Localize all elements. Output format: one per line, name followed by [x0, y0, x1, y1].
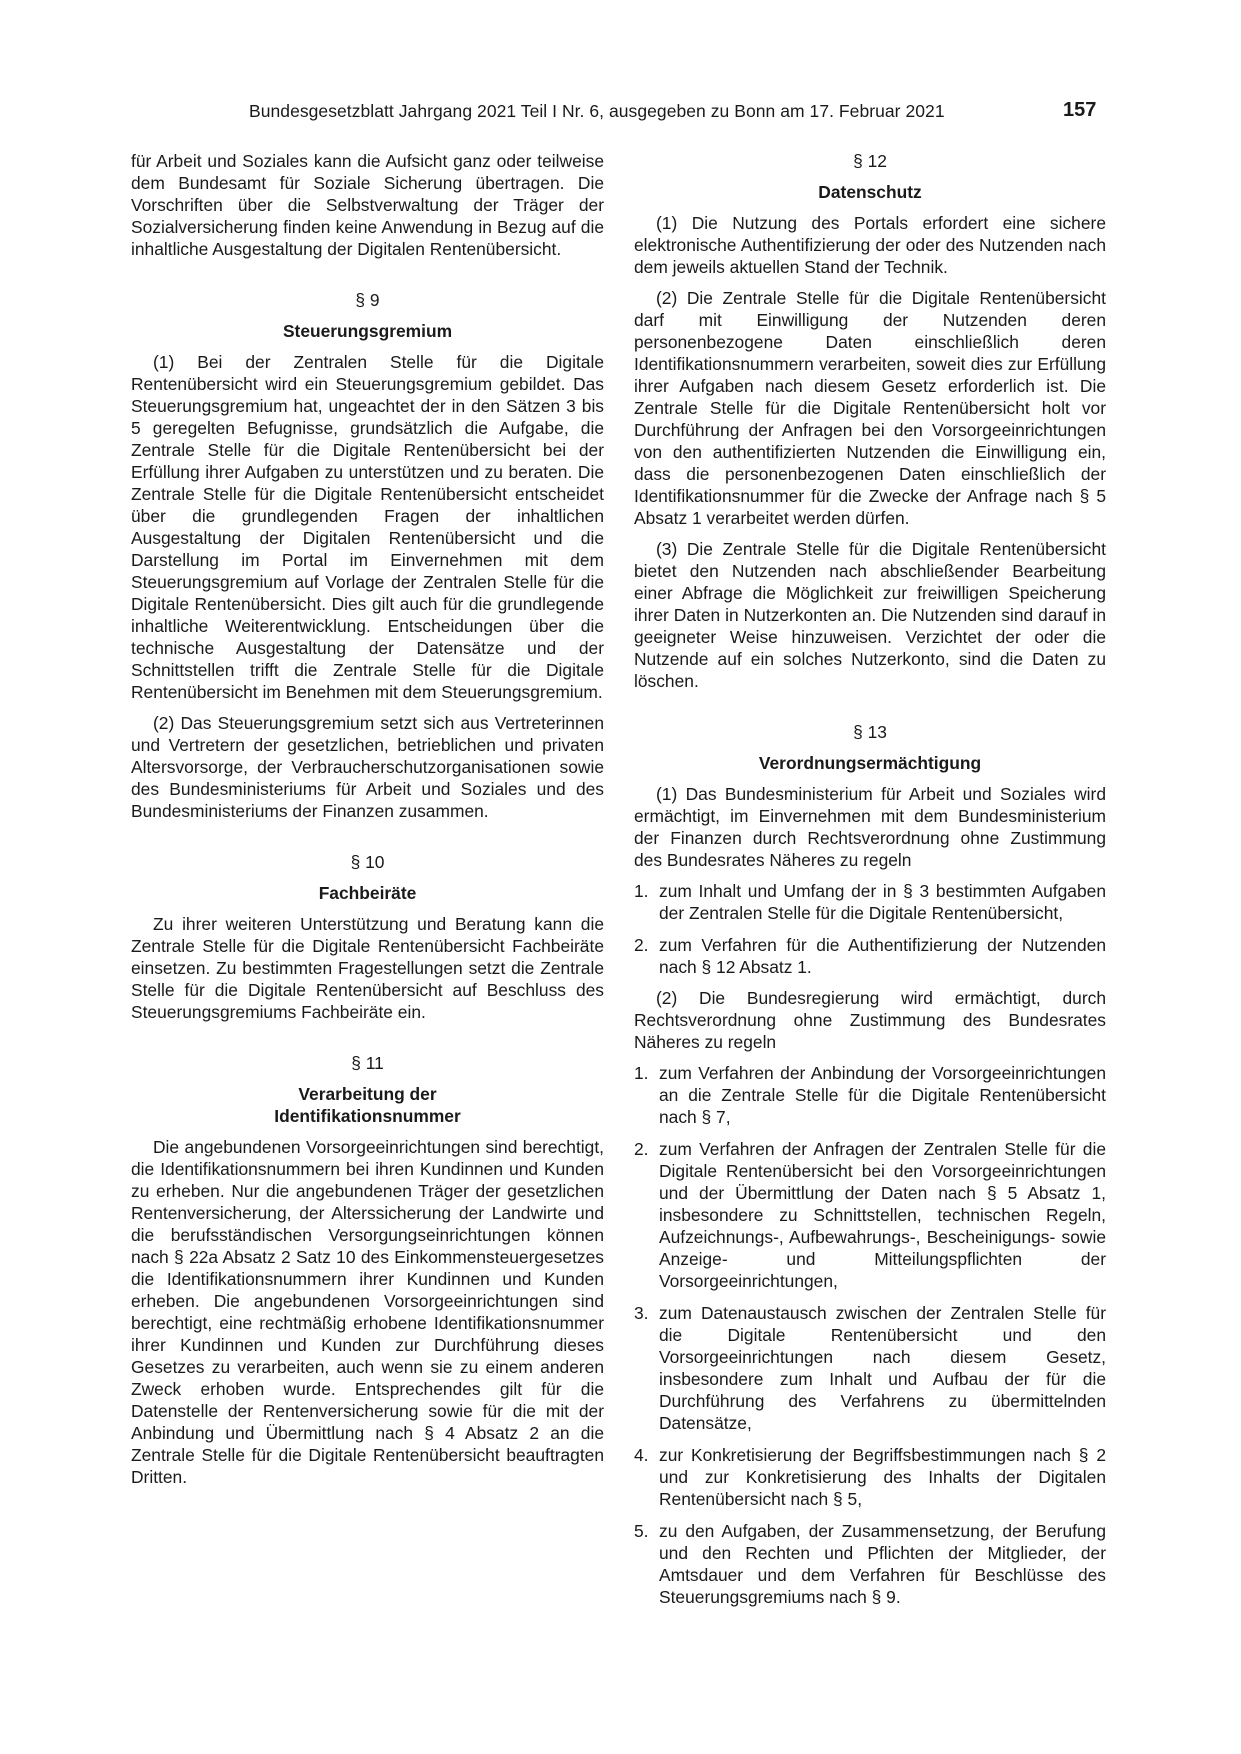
list-item	[634, 880, 1106, 924]
section-number: § 10	[350, 852, 385, 872]
list-text: zur Konkretisierung der Begriffsbestimmungen nach § 2 und zur Konkretisierung des Inhalts der Digitalen Rentenübersicht nach § 5,	[659, 1445, 1106, 1509]
section-11	[131, 1052, 604, 1488]
page-number: 157	[1063, 99, 1097, 121]
paragraph: (1) Die Nutzung des Portals erfordert eine sichere elektronische Authentifizierung der oder des Nutzenden nach dem jeweils aktuellen Stand der Technik.	[634, 213, 1106, 277]
paragraph: Die angebundenen Vorsorgeeinrichtungen sind berechtigt, die Identifikationsnummern bei ihren Kundinnen und Kunden zu erheben. Nur die angebundenen Träger der gesetzlichen Rentenversicherung, der Alterssicherung der Landwirte und die berufsständischen Versorgungseinrichtungen können nach § 22a Absatz 2 Satz 10 des Einkommensteuergesetzes die Identifikationsnummern ihrer Kundinnen und Kunden erheben. Die angebundenen Vorsorgeeinrichtungen sind berechtigt, eine rechtmäßig erhobene Identifikationsnummer ihrer Kundinnen und Kunden zur Durchführung dieses Gesetzes zu verarbeiten, auch wenn sie zu einem anderen Zweck erhoben wurde. Entsprechendes gilt für die Datenstelle der Rentenversicherung sowie für die mit der Anbindung und Übermittlung nach § 4 Absatz 2 an die Zentrale Stelle für die Digitale Rentenübersicht beauftragten Dritten.	[131, 1137, 604, 1487]
list-number: 2.	[634, 935, 649, 955]
section-number: § 9	[355, 290, 380, 310]
list-item	[634, 1302, 1106, 1434]
section-number: § 11	[351, 1053, 384, 1073]
list-number: 5.	[634, 1521, 649, 1541]
section-title: Verordnungsermächtigung	[758, 753, 982, 773]
list-text: zu den Aufgaben, der Zusammensetzung, der Berufung und den Rechten und Pflichten der Mitglieder, der Amtsdauer und dem Verfahren für Beschlüsse des Steuerungsgremiums nach § 9.	[659, 1521, 1106, 1607]
list-text: zum Datenaustausch zwischen der Zentralen Stelle für die Digitale Rentenübersicht und den Vorsorgeeinrichtungen nach diesem Gesetz, insbesondere zum Inhalt und Aufbau der für die Durchführung des Verfahrens zu übermittelnden Datensätze,	[659, 1303, 1106, 1433]
section-number: § 12	[853, 151, 887, 171]
list-text: zum Verfahren der Anfragen der Zentralen Stelle für die Digitale Rentenübersicht bei den Vorsorgeeinrichtungen und der Übermittlung der Daten nach § 5 Absatz 1, insbesondere zu Schnittstellen, technischen Regeln, Aufzeichnungs-, Aufbewahrungs-, Bescheinigungs- sowie Anzeige- und Mitteilungspflichten der Vorsorgeeinrichtungen,	[659, 1139, 1106, 1291]
list-number: 1.	[634, 881, 649, 901]
section-title: Datenschutz	[818, 182, 922, 202]
section-9	[131, 289, 604, 822]
left-column	[131, 150, 604, 1488]
list-item	[634, 934, 1106, 978]
paragraph: Zu ihrer weiteren Unterstützung und Beratung kann die Zentrale Stelle für die Digitale Rentenübersicht Fachbeiräte einsetzen. Zu bestimmten Fragestellungen setzt die Zentrale Stelle für die Digitale Rentenübersicht auf Beschluss des Steuerungsgremiums Fachbeiräte ein.	[131, 914, 604, 1022]
list-item	[634, 1062, 1106, 1128]
list-number: 1.	[634, 1063, 649, 1083]
list-text: zum Inhalt und Umfang der in § 3 bestimmten Aufgaben der Zentralen Stelle für die Digitale Rentenübersicht,	[659, 881, 1106, 923]
section-10	[131, 851, 604, 1023]
section-title: Fachbeiräte	[318, 883, 417, 903]
section-title-line-1: Verarbeitung der	[298, 1084, 437, 1104]
paragraph-continuation: für Arbeit und Soziales kann die Aufsicht ganz oder teilweise dem Bundesamt für Soziale Sicherung übertragen. Die Vorschriften über die Selbstverwaltung der Träger der Sozialversicherung finden keine Anwendung in Bezug auf die inhaltliche Ausgestaltung der Digitalen Rentenübersicht.	[131, 151, 604, 259]
list-item	[634, 1444, 1106, 1510]
numbered-list	[634, 1062, 1106, 1608]
paragraph: (2) Die Zentrale Stelle für die Digitale Rentenübersicht darf mit Einwilligung der Nutzenden deren personenbezogene Daten einschließlich deren Identifikationsnummern verarbeiten, soweit dies zur Erfüllung ihrer Aufgaben nach diesem Gesetz erforderlich ist. Die Zentrale Stelle für die Digitale Rentenübersicht holt vor Durchführung der Anfragen bei den Vorsorgeeinrichtungen von den authentifizierten Nutzenden die Einwilligung ein, dass die personenbezogenen Daten einschließlich der Identifikationsnummer für die Zwecke der Anfrage nach § 5 Absatz 1 verarbeitet werden dürfen.	[634, 288, 1106, 528]
paragraph: (2) Das Steuerungsgremium setzt sich aus Vertreterinnen und Vertretern der gesetzlichen, betrieblichen und privaten Altersvorsorge, der Verbraucherschutzorganisationen sowie des Bundesministeriums für Arbeit und Soziales und des Bundesministeriums der Finanzen zusammen.	[131, 713, 604, 821]
paragraph: (1) Das Bundesministerium für Arbeit und Soziales wird ermächtigt, im Einvernehmen mit dem Bundesministerium der Finanzen durch Rechtsverordnung ohne Zustimmung des Bundesrates Näheres zu regeln	[634, 784, 1106, 870]
list-text: zum Verfahren der Anbindung der Vorsorgeeinrichtungen an die Zentrale Stelle für die Digitale Rentenübersicht nach § 7,	[659, 1063, 1106, 1127]
list-text: zum Verfahren für die Authentifizierung der Nutzenden nach § 12 Absatz 1.	[659, 935, 1106, 977]
section-title: Steuerungsgremium	[282, 321, 453, 341]
list-item	[634, 1138, 1106, 1292]
section-title-line-2: Identifikationsnummer	[274, 1106, 461, 1126]
gazette-header: Bundesgesetzblatt Jahrgang 2021 Teil I Nr. 6, ausgegeben zu Bonn am 17. Februar 2021	[249, 101, 945, 121]
right-column	[634, 150, 1106, 1608]
paragraph: (3) Die Zentrale Stelle für die Digitale Rentenübersicht bietet den Nutzenden nach abschließender Bearbeitung einer Abfrage die Möglichkeit zur freiwilligen Speicherung ihrer Daten in Nutzerkonten an. Die Nutzenden sind darauf in geeigneter Weise hinzuweisen. Verzichtet der oder die Nutzende auf ein solches Nutzerkonto, sind die Daten zu löschen.	[634, 539, 1106, 691]
page-header	[0, 101, 1241, 125]
section-number: § 13	[853, 722, 887, 742]
paragraph: (1) Bei der Zentralen Stelle für die Digitale Rentenübersicht wird ein Steuerungsgremium gebildet. Das Steuerungsgremium hat, ungeachtet der in den Sätzen 3 bis 5 geregelten Befugnisse, grundsätzlich die Aufgabe, die Zentrale Stelle für die Digitale Rentenübersicht bei der Erfüllung ihrer Aufgaben zu unterstützen und zu beraten. Die Zentrale Stelle für die Digitale Rentenübersicht entscheidet über die grundlegenden Fragen der inhaltlichen Ausgestaltung der Digitalen Rentenübersicht und die Darstellung im Portal im Einvernehmen mit dem Steuerungsgremium auf Vorlage der Zentralen Stelle für die Digitale Rentenübersicht. Dies gilt auch für die grundlegende inhaltliche Weiterentwicklung. Entscheidungen über die technische Ausgestaltung der Datensätze und der Schnittstellen trifft die Zentrale Stelle für die Digitale Rentenübersicht im Benehmen mit dem Steuerungsgremium.	[131, 352, 604, 702]
section-13	[634, 721, 1106, 1608]
list-number: 3.	[634, 1303, 649, 1323]
list-item	[634, 1520, 1106, 1608]
section-12	[634, 150, 1106, 692]
numbered-list	[634, 880, 1106, 978]
paragraph: (2) Die Bundesregierung wird ermächtigt, durch Rechtsverordnung ohne Zustimmung des Bundesrates Näheres zu regeln	[634, 988, 1106, 1052]
list-number: 4.	[634, 1445, 649, 1465]
list-number: 2.	[634, 1139, 649, 1159]
